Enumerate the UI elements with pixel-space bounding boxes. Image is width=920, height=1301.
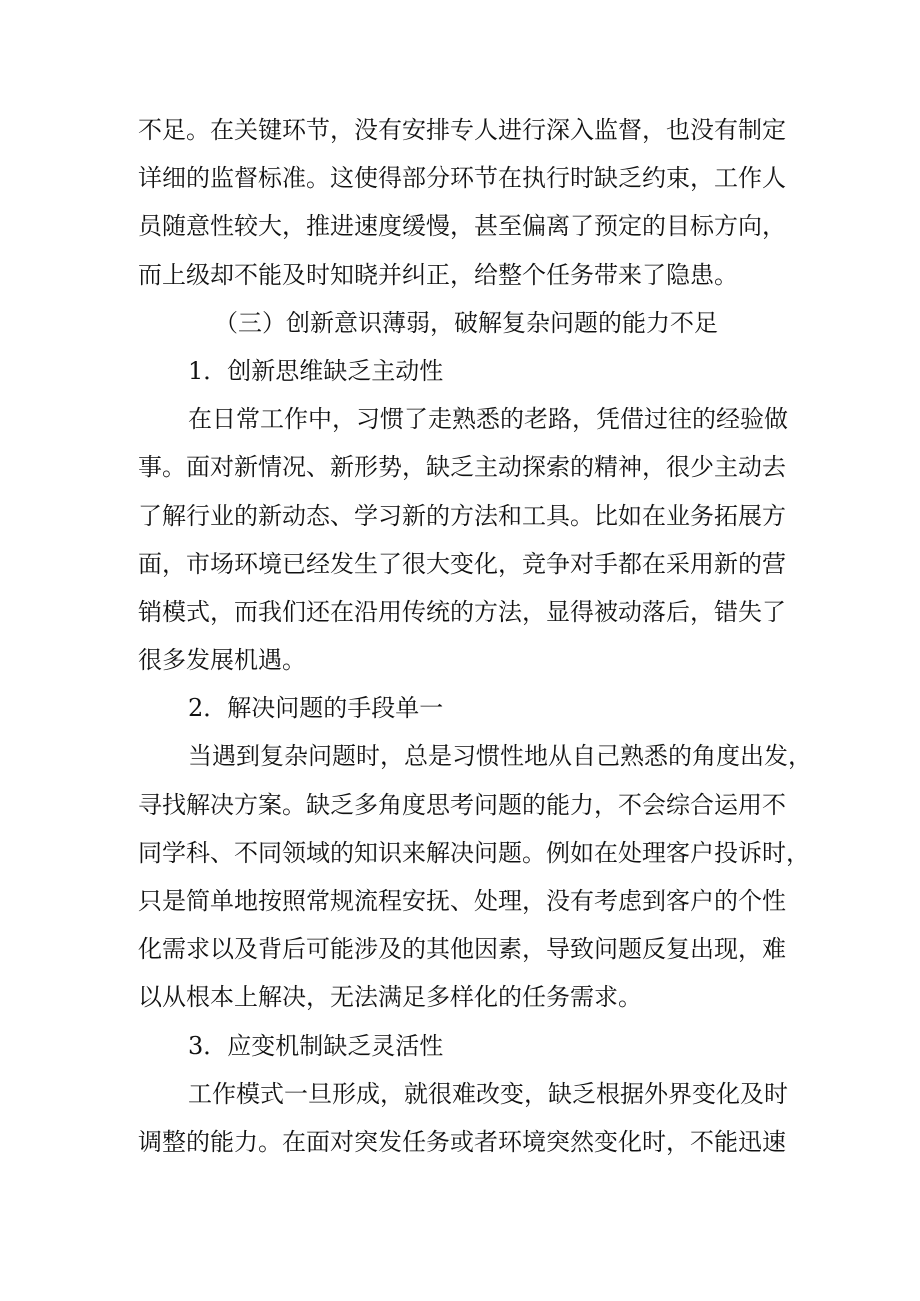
paragraph-line: 事。面对新情况、新形势，缺乏主动探索的精神，很少主动去 [138, 453, 786, 482]
section-heading: （三）创新意识薄弱，破解复杂问题的能力不足 [214, 308, 718, 337]
paragraph-line: 面，市场环境已经发生了很大变化，竞争对手都在采用新的营 [138, 549, 786, 578]
paragraph-line: 在日常工作中，习惯了走熟悉的老路，凭借过往的经验做 [188, 405, 788, 434]
paragraph-line: 不足。在关键环节，没有安排专人进行深入监督，也没有制定 [138, 116, 786, 144]
paragraph-line: 寻找解决方案。缺乏多角度思考问题的能力，不会综合运用不 [138, 790, 786, 819]
document-body [138, 106, 812, 1166]
paragraph-line: 同学科、不同领域的知识来解决问题。例如在处理客户投诉时， [138, 838, 810, 867]
subsection-heading: 2．解决问题的手段单一 [188, 694, 444, 723]
paragraph-line: 详细的监督标准。这使得部分环节在执行时缺乏约束，工作人 [138, 164, 786, 193]
paragraph-line: 了解行业的新动态、学习新的方法和工具。比如在业务拓展方 [138, 501, 786, 530]
paragraph-line: 很多发展机遇。 [138, 646, 306, 675]
paragraph-line: 只是简单地按照常规流程安抚、处理，没有考虑到客户的个性 [138, 887, 786, 915]
paragraph-line: 销模式，而我们还在沿用传统的方法，显得被动落后，错失了 [138, 597, 786, 626]
paragraph-line: 工作模式一旦形成，就很难改变，缺乏根据外界变化及时 [188, 1079, 788, 1108]
subsection-heading: 3．应变机制缺乏灵活性 [188, 1031, 444, 1060]
paragraph-line: 化需求以及背后可能涉及的其他因素，导致问题反复出现，难 [138, 935, 786, 964]
paragraph-line: 员随意性较大，推进速度缓慢，甚至偏离了预定的目标方向， [138, 212, 786, 241]
paragraph-line: 调整的能力。在面对突发任务或者环境突然变化时，不能迅速 [138, 1127, 786, 1156]
paragraph-line: 以从根本上解决，无法满足多样化的任务需求。 [138, 983, 642, 1012]
paragraph-line: 当遇到复杂问题时，总是习惯性地从自己熟悉的角度出发， [188, 742, 812, 771]
subsection-heading: 1．创新思维缺乏主动性 [188, 356, 444, 385]
paragraph-line: 而上级却不能及时知晓并纠正，给整个任务带来了隐患。 [138, 260, 738, 289]
